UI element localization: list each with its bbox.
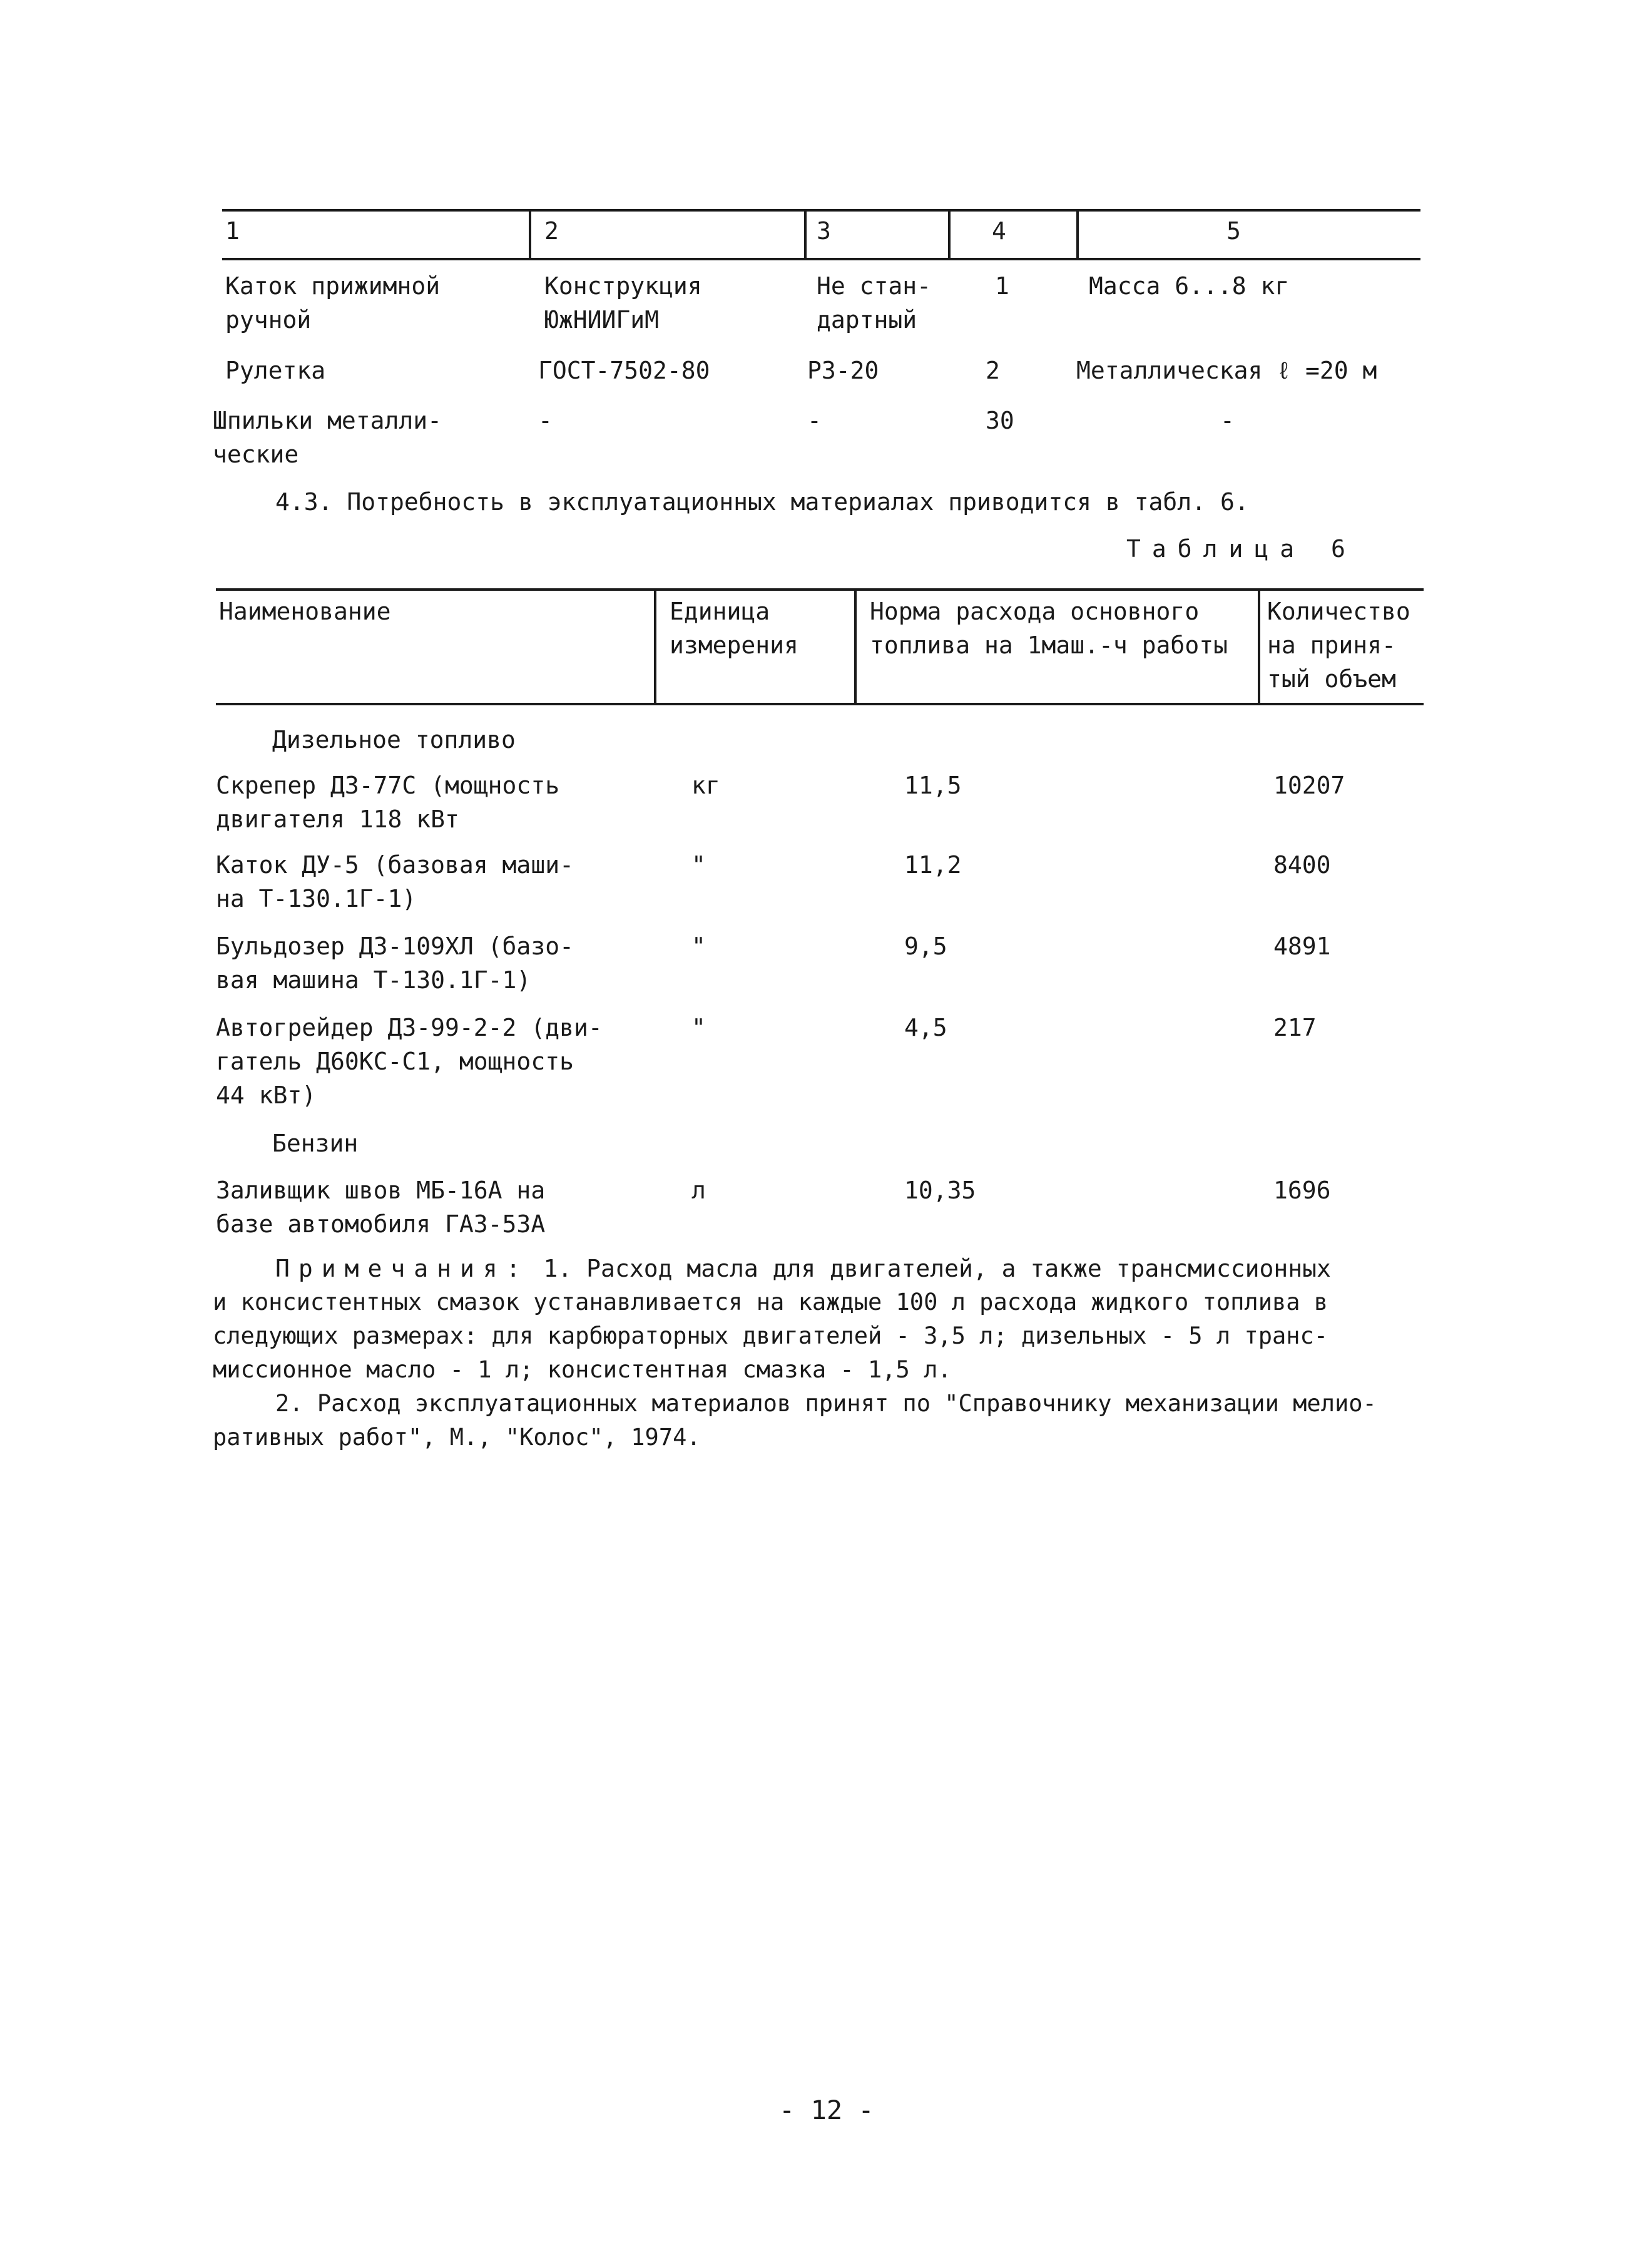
notes-text-1: 1. Расход масла для двигателей, а также трансмиссионных — [529, 1255, 1331, 1282]
table-6-row-3-name: Бульдозер ДЗ-109ХЛ (базо- вая машина Т-130.1Г-1) — [216, 932, 574, 994]
table-6-row-2-norm: 11,2 — [904, 851, 962, 879]
table-6-row-1-name: Скрепер ДЗ-77С (мощность двигателя 118 кВт — [216, 772, 560, 833]
table-1-header-4: 4 — [992, 217, 1006, 245]
notes-line-1 — [275, 1252, 1331, 1285]
table-6-title: Таблица 6 — [1126, 535, 1357, 563]
table-6-col-divider — [654, 591, 656, 703]
table-1-col-divider — [804, 212, 807, 258]
table-6-col-divider — [1258, 591, 1260, 703]
table-1-row-1-standard: Конструкция ЮжНИИГиМ — [544, 272, 702, 334]
notes-label: Примечания: — [275, 1255, 529, 1282]
table-6-row-1-unit: кг — [691, 772, 720, 799]
table-6-header-rule — [216, 703, 1424, 705]
table-6-row-4-qty: 217 — [1273, 1014, 1317, 1041]
table-1-row-3-qty: 30 — [986, 407, 1014, 434]
table-6-header-norm: Норма расхода основного топлива на 1маш.-ч работы — [870, 598, 1228, 659]
table-6-row-3-norm: 9,5 — [904, 932, 947, 960]
table-1-row-2-standard: ГОСТ-7502-80 — [538, 357, 710, 384]
table-1-row-3-note: - — [1220, 407, 1235, 434]
table-6-group-diesel: Дизельное топливо — [272, 726, 516, 753]
notes-line-3: следующих размерах: для карбюраторных двигателей - 3,5 л; дизельных - 5 л транс- — [213, 1322, 1328, 1349]
paragraph-4-3: 4.3. Потребность в эксплуатационных материалах приводится в табл. 6. — [275, 488, 1249, 516]
notes-line-6: ративных работ", М., "Колос", 1974. — [213, 1424, 701, 1451]
notes-line-2: и консистентных смазок устанавливается на каждые 100 л расхода жидкого топлива в — [213, 1289, 1328, 1315]
notes-line-4: миссионное масло - 1 л; консистентная смазка - 1,5 л. — [213, 1356, 952, 1383]
table-1-col-divider — [948, 212, 951, 258]
table-1-col-divider — [1076, 212, 1079, 258]
table-6-row-3-unit: " — [691, 932, 706, 960]
table-1-header-rule — [222, 258, 1420, 260]
table-1-row-2-name: Рулетка — [225, 357, 326, 384]
table-6-row-5-qty: 1696 — [1273, 1177, 1331, 1204]
table-1-row-3-type: - — [807, 407, 822, 434]
table-1-row-1-note: Масса 6...8 кг — [1089, 272, 1290, 300]
notes-line-5: 2. Расход эксплуатационных материалов принят по "Справочнику механизации мелио- — [275, 1390, 1377, 1417]
table-6-row-2-qty: 8400 — [1273, 851, 1331, 879]
table-6-row-1-norm: 11,5 — [904, 772, 962, 799]
table-6-row-5-norm: 10,35 — [904, 1177, 976, 1204]
table-1-row-3-name: Шпильки металли- ческие — [213, 407, 442, 468]
table-1-header-2: 2 — [544, 217, 559, 245]
table-1-row-2-note: Металлическая ℓ =20 м — [1076, 357, 1377, 384]
table-6-header-qty: Количество на приня- тый объем — [1267, 598, 1410, 693]
table-1-top-rule — [222, 209, 1420, 212]
table-6-row-5-unit: л — [691, 1177, 706, 1204]
table-6-header-name: Наименование — [219, 598, 391, 625]
table-6-row-4-name: Автогрейдер ДЗ-99-2-2 (дви- гатель Д60КС-С1, мощность 44 кВт) — [216, 1014, 603, 1109]
table-1-header-5: 5 — [1226, 217, 1241, 245]
table-6-row-2-name: Каток ДУ-5 (базовая маши- на Т-130.1Г-1) — [216, 851, 574, 912]
table-6-row-3-qty: 4891 — [1273, 932, 1331, 960]
table-6-top-rule — [216, 588, 1424, 591]
table-1-row-3-standard: - — [538, 407, 553, 434]
table-1-row-2-type: Р3-20 — [807, 357, 879, 384]
table-6-row-4-unit: " — [691, 1014, 706, 1041]
table-1-header-3: 3 — [817, 217, 831, 245]
table-6-row-2-unit: " — [691, 851, 706, 879]
table-1-header-1: 1 — [225, 217, 240, 245]
table-6-header-unit: Единица измерения — [670, 598, 798, 659]
table-6-group-petrol: Бензин — [272, 1130, 359, 1157]
table-1-row-1-qty: 1 — [995, 272, 1009, 300]
table-1-row-1-name: Каток прижимной ручной — [225, 272, 441, 334]
table-6-row-5-name: Заливщик швов МБ-16А на базе автомобиля ГАЗ-53А — [216, 1177, 546, 1238]
table-1-col-divider — [529, 212, 531, 258]
table-6-row-4-norm: 4,5 — [904, 1014, 947, 1041]
table-1-row-2-qty: 2 — [986, 357, 1000, 384]
table-6-col-divider — [854, 591, 857, 703]
table-1-row-1-type: Не стан- дартный — [817, 272, 932, 334]
page-number: - 12 - — [779, 2095, 874, 2125]
table-6-row-1-qty: 10207 — [1273, 772, 1345, 799]
